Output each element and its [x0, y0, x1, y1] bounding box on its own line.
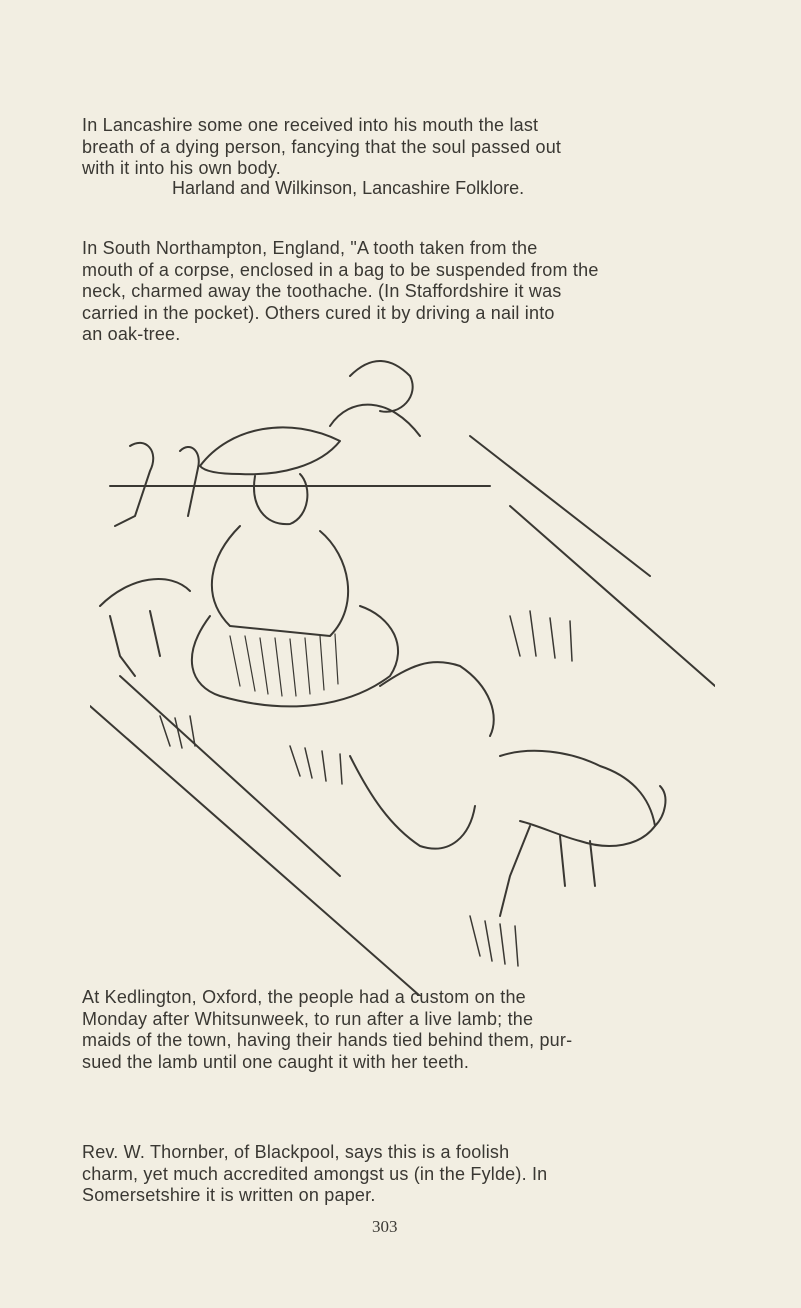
paragraph-kedlington	[82, 987, 712, 1073]
text-line: In South Northampton, England, "A tooth taken from the	[82, 238, 538, 258]
text-line: breath of a dying person, fancying that the soul passed out	[82, 136, 562, 157]
text-line: maids of the town, having their hands tied behind them, pur-	[82, 1030, 573, 1050]
text-line: Rev. W. Thornber, of Blackpool, says this is a foolish	[82, 1142, 510, 1162]
text-line: charm, yet much accredited amongst us (in the Fylde). In	[82, 1163, 548, 1184]
text-line: neck, charmed away the toothache. (In Staffordshire it was	[82, 281, 562, 301]
text-line: carried in the pocket). Others cured it by driving a nail into	[82, 302, 555, 323]
citation: Harland and Wilkinson, Lancashire Folklore.	[172, 178, 525, 198]
lamb-chase-illustration	[90, 356, 715, 996]
page-number: 303	[372, 1217, 398, 1236]
paragraph-lancashire	[82, 115, 712, 180]
text-line: Monday after Whitsunweek, to run after a live lamb; the	[82, 1008, 534, 1029]
text-line: an oak-tree.	[82, 324, 181, 344]
paragraph-northampton	[82, 238, 712, 346]
paragraph-thornber	[82, 1142, 712, 1207]
text-line: with it into his own body.	[82, 158, 281, 178]
text-line: In Lancashire some one received into his mouth the last	[82, 115, 539, 135]
text-line: mouth of a corpse, enclosed in a bag to be suspended from the	[82, 259, 599, 280]
text-line: sued the lamb until one caught it with her teeth.	[82, 1051, 470, 1072]
text-line: At Kedlington, Oxford, the people had a custom on the	[82, 987, 526, 1007]
text-line: Somersetshire it is written on paper.	[82, 1185, 376, 1205]
